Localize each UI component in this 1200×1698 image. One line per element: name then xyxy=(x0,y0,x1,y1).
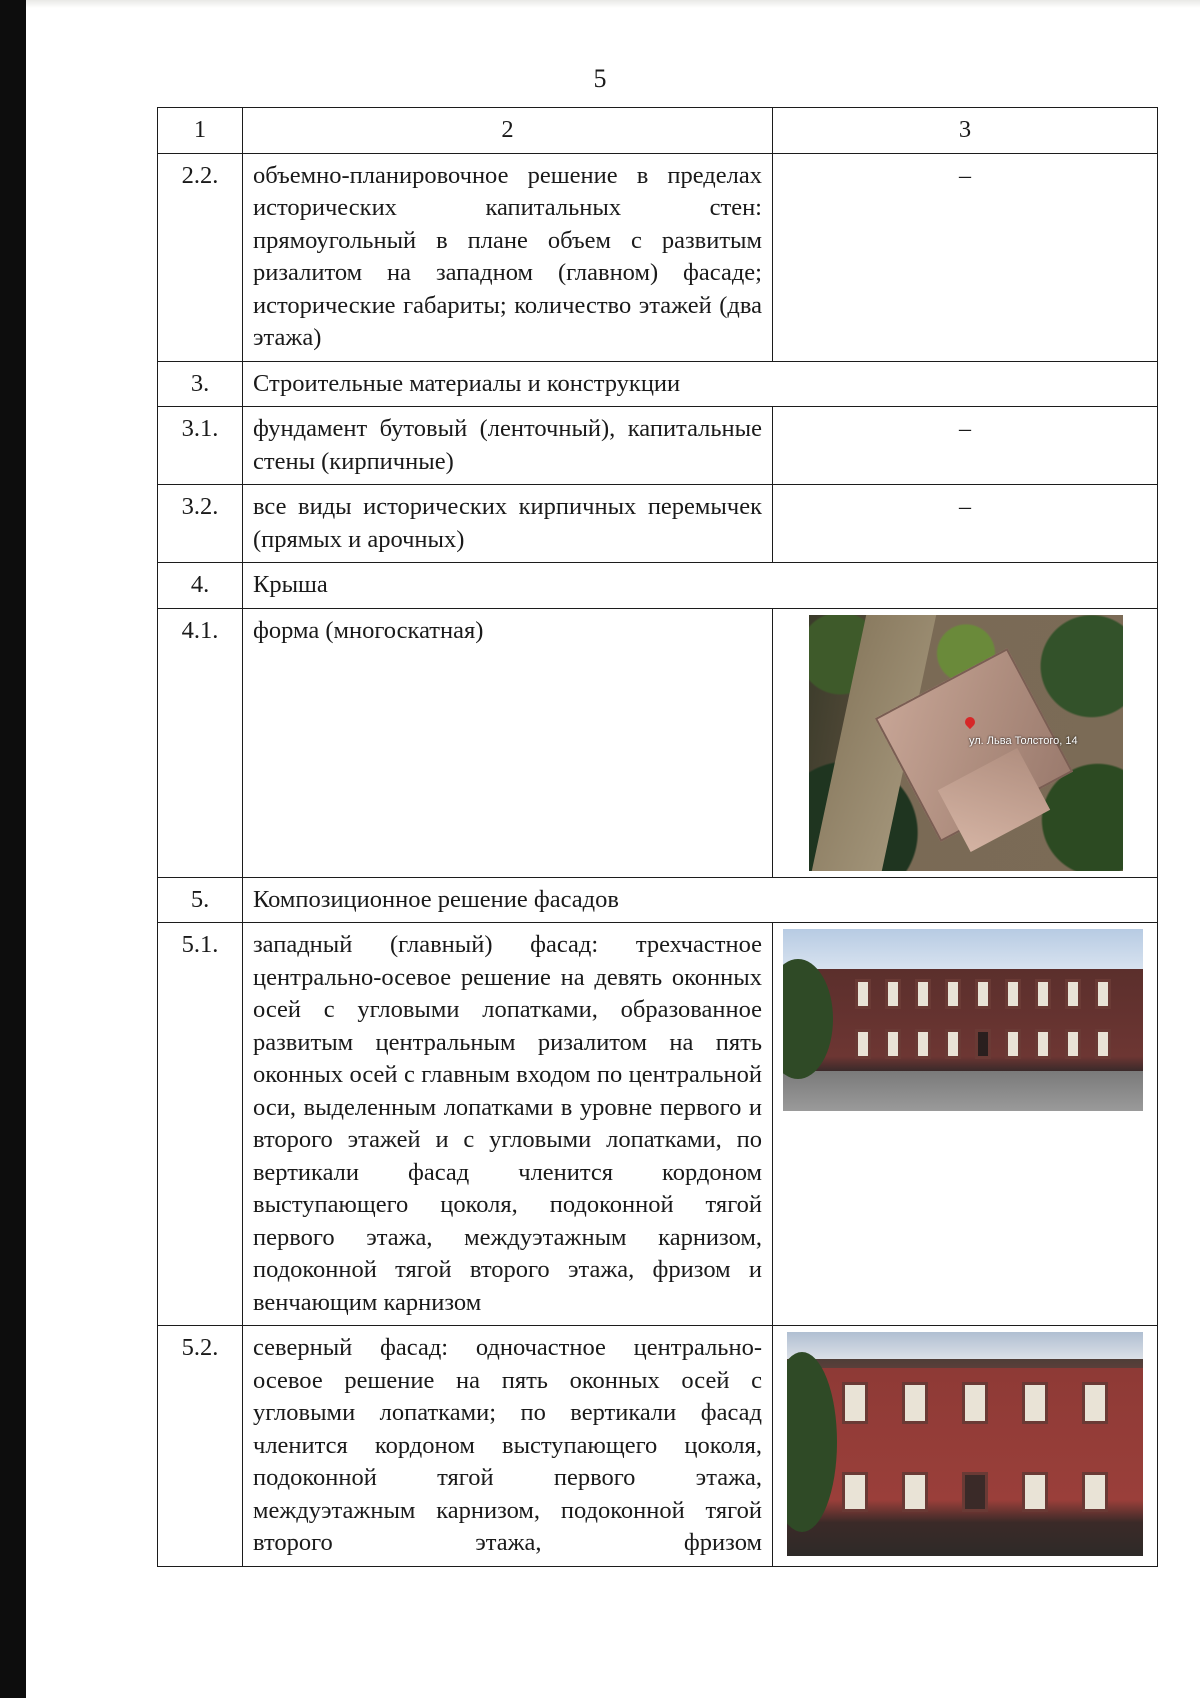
row-description: северный фасад: одночастное центрально-осевое решение на пять оконных осей с угловыми лопатками; по вертикали фасад членится кордоном выступающего цоколя, подоконной тягой первого этажа, междуэтажным карнизом, подоконной тягой второго этажа, фризом xyxy=(243,1326,773,1567)
header-cell-2: 2 xyxy=(243,108,773,154)
row-number: 5.1. xyxy=(158,923,243,1326)
table-row xyxy=(158,407,1158,485)
row-number: 5.2. xyxy=(158,1326,243,1567)
scan-top-shadow xyxy=(26,0,1200,8)
section-number: 4. xyxy=(158,563,243,609)
west-facade-photo xyxy=(783,929,1143,1111)
table-row xyxy=(158,923,1158,1326)
roof-photo-cell xyxy=(773,608,1158,877)
table-header-row xyxy=(158,108,1158,154)
header-cell-3: 3 xyxy=(773,108,1158,154)
table-row xyxy=(158,608,1158,877)
section-title: Строительные материалы и конструкции xyxy=(243,361,1158,407)
section-title: Крыша xyxy=(243,563,1158,609)
row-description: западный (главный) фасад: трехчастное центрально-осевое решение на девять оконных осей с угловыми лопатками, образованное развитым центральным ризалитом на пять оконных осей с главным входом по центральной оси, выделенным лопатками в уровне первого и второго этажей и с угловыми лопатками, по вертикали фасад членится кордоном выступающего цоколя, подоконной тягой первого этажа, междуэтажным карнизом, подоконной тягой второго этажа, фризом и венчающим карнизом xyxy=(243,923,773,1326)
section-row xyxy=(158,877,1158,923)
scan-border xyxy=(0,0,26,1698)
row-dash: – xyxy=(773,407,1158,485)
row-number: 2.2. xyxy=(158,153,243,361)
row-number: 4.1. xyxy=(158,608,243,877)
map-address-label: ул. Льва Толстого, 14 xyxy=(969,734,1078,747)
row-description: все виды исторических кирпичных перемычек (прямых и арочных) xyxy=(243,485,773,563)
section-row xyxy=(158,361,1158,407)
protected-features-table xyxy=(157,107,1158,1567)
row-number: 3.1. xyxy=(158,407,243,485)
page-number: 5 xyxy=(593,64,607,93)
north-facade-photo-cell xyxy=(773,1326,1158,1567)
row-description: форма (многоскатная) xyxy=(243,608,773,877)
header-cell-1: 1 xyxy=(158,108,243,154)
row-description: объемно-планировочное решение в пределах исторических капитальных стен: прямоугольный в плане объем с развитым ризалитом на западном (главном) фасаде; исторические габариты; количество этажей (два этажа) xyxy=(243,153,773,361)
table-row xyxy=(158,1326,1158,1567)
section-number: 5. xyxy=(158,877,243,923)
table-row xyxy=(158,153,1158,361)
section-title: Композиционное решение фасадов xyxy=(243,877,1158,923)
section-row xyxy=(158,563,1158,609)
north-facade-photo xyxy=(787,1332,1143,1556)
west-facade-photo-cell xyxy=(773,923,1158,1326)
row-dash: – xyxy=(773,153,1158,361)
section-number: 3. xyxy=(158,361,243,407)
aerial-roof-photo xyxy=(809,615,1123,871)
row-number: 3.2. xyxy=(158,485,243,563)
row-dash: – xyxy=(773,485,1158,563)
table-row xyxy=(158,485,1158,563)
row-description: фундамент бутовый (ленточный), капитальные стены (кирпичные) xyxy=(243,407,773,485)
